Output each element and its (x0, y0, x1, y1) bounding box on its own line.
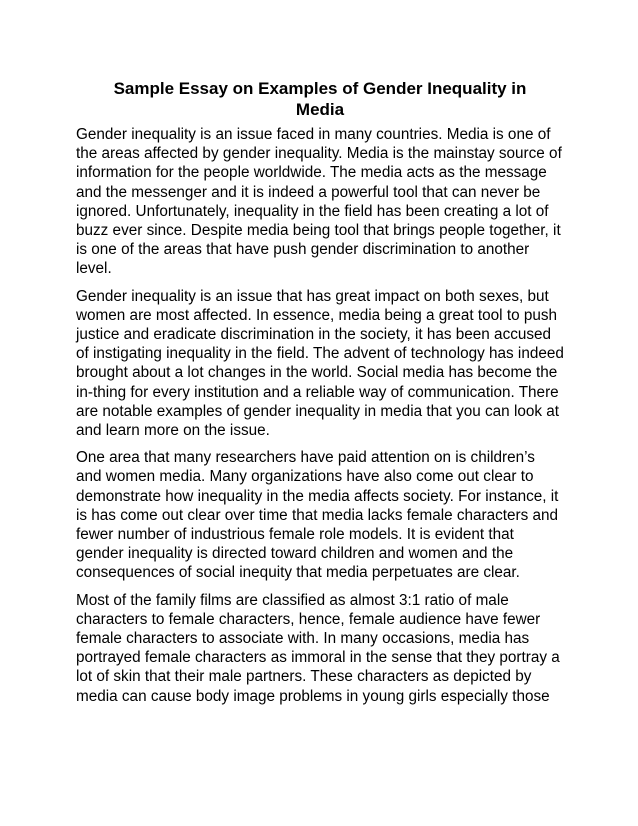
paragraph-2: Gender inequality is an issue that has great impact on both sexes, but women are most affected. In essence, media being a great tool to push justice and eradicate discrimination in the society, it has been accused of instigating inequality in the field. The advent of technology has indeed brought about a lot changes in the world. Social media has become the in-thing for every institution and a reliable way of communication. There are notable examples of gender inequality in media that you can look at and learn more on the issue. (76, 287, 564, 440)
paragraph-4: Most of the family films are classified as almost 3:1 ratio of male characters to female characters, hence, female audience have fewer female characters to associate with. In many occasions, media has portrayed female characters as immoral in the sense that they portray a lot of skin that their male partners. These characters as depicted by media can cause body image problems in young girls especially those (76, 591, 560, 705)
paragraph-1: Gender inequality is an issue faced in many countries. Media is one of the areas affected by gender inequality. Media is the mainstay source of information for the people worldwide. The media acts as the message and the messenger and it is indeed a powerful tool that can never be ignored. Unfortunately, inequality in the field has been creating a lot of buzz ever since. Despite media being tool that brings people together, it is one of the areas that have push gender discrimination to another level. (76, 126, 562, 278)
paragraph-3: One area that many researchers have paid attention on is children’s and women media. Many organizations have also come out clear to demonstrate how inequality in the media affects society. For instance, it is has come out clear over time that media lacks female characters and fewer number of industrious female role models. It is evident that gender inequality is directed toward children and women and the consequences of social inequity that media perpetuates are clear. (76, 449, 559, 582)
document-page (76, 78, 564, 714)
essay-title: Sample Essay on Examples of Gender Inequality in Media (113, 79, 527, 119)
